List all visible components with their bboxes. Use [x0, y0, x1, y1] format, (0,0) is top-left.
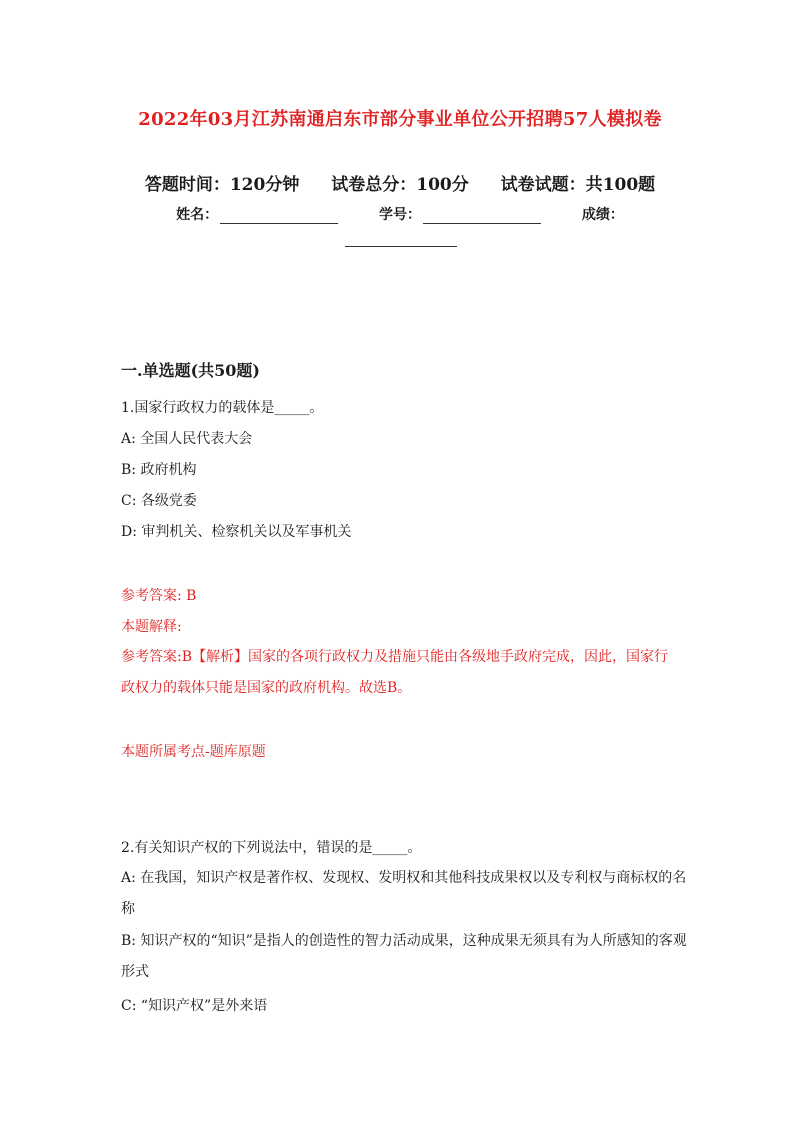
id-blank — [423, 209, 541, 224]
q2-option-b: B: 知识产权的“知识”是指人的创造性的智力活动成果，这种成果无须具有为人所感知的客观形式 — [121, 933, 687, 980]
name-field — [176, 204, 338, 224]
student-info — [0, 204, 800, 224]
q1-explain-label: 本题解释: — [121, 619, 182, 635]
q1-explanation: 参考答案:B【解析】国家的各项行政权力及措施只能由各级地手政府完成，因此，国家行政权力的载体只能是国家的政府机构。故选B。 — [121, 649, 669, 696]
exam-meta — [0, 170, 800, 195]
id-field — [379, 204, 541, 224]
exam-question-count: 试卷试题：共100题 — [500, 175, 656, 195]
name-blank — [220, 209, 338, 224]
q1-answer: 参考答案: B — [121, 588, 197, 604]
name-label: 姓名： — [176, 207, 219, 223]
q1-option-a: A: 全国人民代表大会 — [121, 431, 253, 447]
score-blank-row — [0, 228, 800, 247]
section-title: 一.单选题(共50题) — [121, 361, 260, 380]
q1-option-d: D: 审判机关、检察机关以及军事机关 — [121, 524, 352, 540]
score-label: 成绩： — [581, 207, 624, 223]
q1-option-c: C: 各级党委 — [121, 493, 197, 509]
score-blank — [345, 232, 457, 247]
id-label: 学号： — [379, 207, 421, 223]
q2-stem: 2.有关知识产权的下列说法中，错误的是_____。 — [121, 840, 422, 856]
q2-option-c: C: “知识产权”是外来语 — [121, 998, 268, 1014]
score-field — [582, 204, 624, 224]
exam-total-score: 试卷总分：100分 — [331, 175, 469, 195]
q1-option-b: B: 政府机构 — [121, 462, 197, 478]
q1-source: 本题所属考点-题库原题 — [121, 744, 266, 760]
exam-time: 答题时间：120分钟 — [144, 175, 300, 195]
page-title: 2022年03月江苏南通启东市部分事业单位公开招聘57人模拟卷 — [138, 109, 662, 130]
q1-stem: 1.国家行政权力的载体是_____。 — [121, 400, 324, 416]
q2-option-a: A: 在我国，知识产权是著作权、发现权、发明权和其他科技成果权以及专利权与商标权的名称 — [121, 870, 687, 917]
